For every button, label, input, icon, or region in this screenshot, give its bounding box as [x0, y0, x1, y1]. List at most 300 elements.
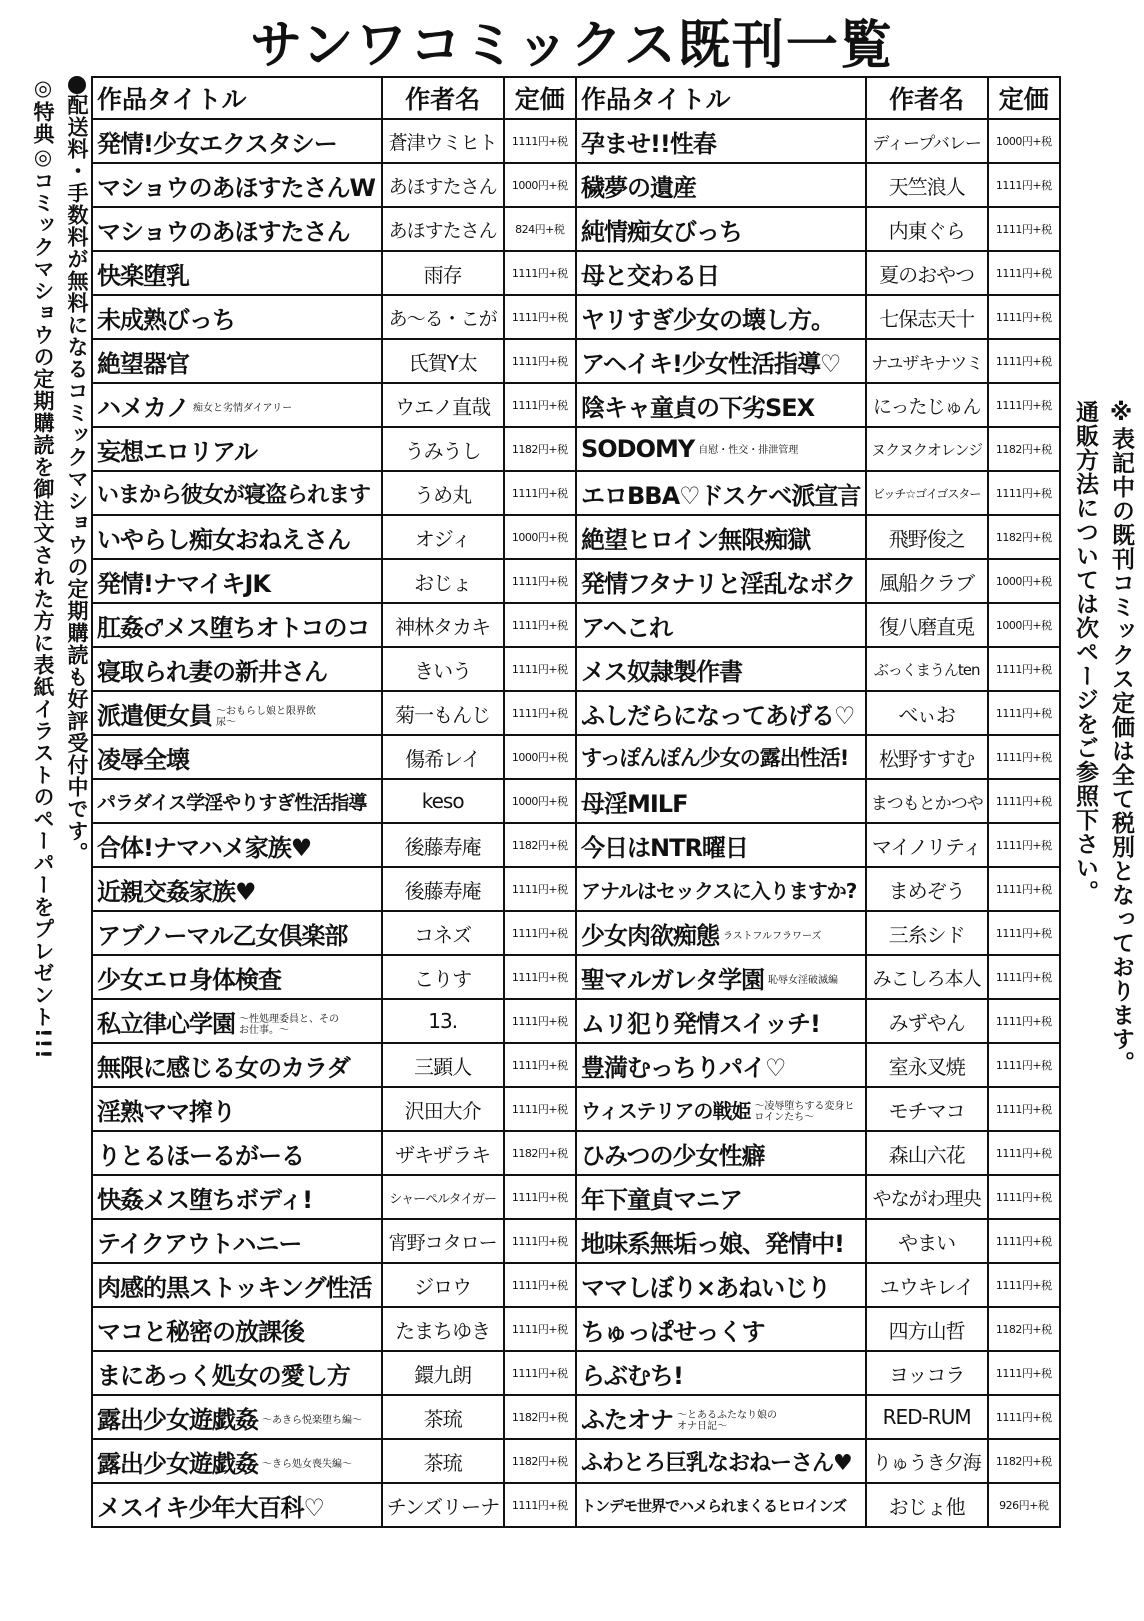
- book-author: たまちゆき: [382, 1307, 504, 1351]
- book-price: 1000円+税: [504, 163, 576, 207]
- book-price: 1182円+税: [988, 1307, 1060, 1351]
- book-author: みこしろ本人: [866, 955, 988, 999]
- book-title-cell: [92, 383, 382, 427]
- header-title-left: 作品タイトル: [92, 77, 382, 119]
- book-title-cell: [576, 1219, 866, 1263]
- book-title: 少女肉欲痴態: [580, 921, 719, 950]
- book-title-cell: [92, 251, 382, 295]
- book-author: 室永叉焼: [866, 1043, 988, 1087]
- book-title-cell: [92, 295, 382, 339]
- bullet-icon: [68, 76, 86, 94]
- note-text: ◎特典◎: [31, 76, 55, 170]
- book-author: ヨッコラ: [866, 1351, 988, 1395]
- book-title: 凌辱全壊: [97, 745, 189, 774]
- book-subtitle: ～おもらし娘と限界飲尿～: [216, 705, 316, 728]
- table-row: [92, 867, 1060, 911]
- book-title: 発情!少女エクスタシー: [97, 129, 337, 158]
- table-row: [92, 339, 1060, 383]
- book-author: シャーペルタイガー: [382, 1175, 504, 1219]
- book-author: あ～る・こが: [382, 295, 504, 339]
- book-price: 1182円+税: [988, 515, 1060, 559]
- book-author: マイノリティ: [866, 823, 988, 867]
- book-author: べぃお: [866, 691, 988, 735]
- book-author: こりす: [382, 955, 504, 999]
- book-author: 宵野コタロー: [382, 1219, 504, 1263]
- book-title-cell: [576, 867, 866, 911]
- book-author: 雨存: [382, 251, 504, 295]
- book-price: 1111円+税: [988, 295, 1060, 339]
- book-author: 飛野俊之: [866, 515, 988, 559]
- book-author: 松野すすむ: [866, 735, 988, 779]
- book-author: まめぞう: [866, 867, 988, 911]
- book-title: ふたオナ: [580, 1405, 673, 1434]
- book-title-cell: [576, 911, 866, 955]
- table-row: [92, 163, 1060, 207]
- book-title: 近親交姦家族♥: [97, 877, 256, 906]
- book-title-cell: [576, 163, 866, 207]
- book-author: きいう: [382, 647, 504, 691]
- book-title-cell: [92, 1351, 382, 1395]
- book-author: うめ丸: [382, 471, 504, 515]
- subscription-note-line-2: [28, 76, 58, 1516]
- book-price: 1111円+税: [988, 1395, 1060, 1439]
- book-title-cell: [92, 1263, 382, 1307]
- book-price: 1111円+税: [988, 471, 1060, 515]
- book-author: 茶琉: [382, 1395, 504, 1439]
- book-title: 今日はNTR曜日: [580, 833, 748, 862]
- book-title-cell: [92, 427, 382, 471]
- book-title: テイクアウトハニー: [97, 1229, 302, 1258]
- book-title-cell: [92, 119, 382, 163]
- book-price: 1111円+税: [988, 1175, 1060, 1219]
- book-author: 七保志天十: [866, 295, 988, 339]
- book-author: RED-RUM: [866, 1395, 988, 1439]
- book-title-cell: [92, 999, 382, 1043]
- book-price: 1111円+税: [504, 339, 576, 383]
- book-title-cell: [576, 1087, 866, 1131]
- book-subtitle: 痴女と劣情ダイアリー: [193, 403, 293, 414]
- book-price: 1000円+税: [504, 735, 576, 779]
- book-title-cell: [92, 779, 382, 823]
- book-title-cell: [92, 735, 382, 779]
- book-title-cell: [92, 1439, 382, 1483]
- book-title: 聖マルガレタ学園: [580, 965, 765, 994]
- subscription-note: [28, 76, 92, 1516]
- book-author: モチマコ: [866, 1087, 988, 1131]
- book-title: 地味系無垢っ娘、発情中!: [580, 1229, 844, 1258]
- book-title: アヘこれ: [580, 613, 673, 642]
- price-note: [1068, 400, 1136, 1580]
- book-title: りとるほーるがーる: [97, 1141, 304, 1170]
- book-price: 1111円+税: [504, 1087, 576, 1131]
- book-title-cell: [576, 647, 866, 691]
- book-title: ハメカノ: [97, 393, 189, 422]
- book-title: 淫熟ママ搾り: [97, 1097, 235, 1126]
- book-title-cell: [576, 427, 866, 471]
- book-price: 1000円+税: [504, 515, 576, 559]
- header-title-right: 作品タイトル: [576, 77, 866, 119]
- book-title-cell: [576, 559, 866, 603]
- table-row: [92, 647, 1060, 691]
- book-price: 1111円+税: [504, 1043, 576, 1087]
- book-title-cell: [576, 1483, 866, 1527]
- book-author: ジロウ: [382, 1263, 504, 1307]
- book-price: 1000円+税: [988, 559, 1060, 603]
- book-title-cell: [92, 603, 382, 647]
- book-price: 1111円+税: [504, 559, 576, 603]
- book-author: まつもとかつや: [866, 779, 988, 823]
- book-subtitle: ～性処理委員と、そのお仕事。～: [239, 1013, 339, 1036]
- book-title: 年下童貞マニア: [580, 1185, 742, 1214]
- book-title-cell: [92, 339, 382, 383]
- book-price: 1111円+税: [988, 779, 1060, 823]
- table-row: [92, 603, 1060, 647]
- book-title: 寝取られ妻の新井さん: [97, 657, 327, 686]
- book-title: 純情痴女びっち: [580, 217, 742, 246]
- header-author-left: 作者名: [382, 77, 504, 119]
- table-row: [92, 1351, 1060, 1395]
- book-title: 少女エロ身体検査: [97, 965, 281, 994]
- table-row: [92, 559, 1060, 603]
- book-price: 1111円+税: [988, 207, 1060, 251]
- book-title: 絶望器官: [97, 349, 189, 378]
- book-title-cell: [576, 779, 866, 823]
- book-author: 復八磨直兎: [866, 603, 988, 647]
- book-author: ビッチ☆ゴイゴスター: [866, 471, 988, 515]
- book-price: 1111円+税: [988, 1131, 1060, 1175]
- book-title: 露出少女遊戯姦: [97, 1405, 258, 1434]
- book-title: ヤリすぎ少女の壊し方。: [580, 305, 834, 334]
- book-title: ひみつの少女性癖: [580, 1141, 765, 1170]
- book-title: パラダイス学淫やりすぎ性活指導: [97, 791, 367, 814]
- book-author: あほすたさん: [382, 163, 504, 207]
- book-author: 三糸シド: [866, 911, 988, 955]
- book-title: マショウのあほすたさんW: [97, 173, 375, 202]
- table-row: [92, 1175, 1060, 1219]
- book-title: アブノーマル乙女倶楽部: [97, 921, 348, 950]
- table-row: [92, 823, 1060, 867]
- book-title-cell: [576, 471, 866, 515]
- book-title: 派遣便女員: [97, 701, 212, 730]
- header-price-right: 定価: [988, 77, 1060, 119]
- catalog-table: [91, 76, 1061, 1528]
- book-title: ふしだらになってあげる♡: [580, 701, 855, 730]
- book-price: 1111円+税: [504, 1263, 576, 1307]
- book-author: 四方山哲: [866, 1307, 988, 1351]
- table-row: [92, 1219, 1060, 1263]
- book-title-cell: [576, 691, 866, 735]
- book-title: 未成熟びっち: [97, 305, 235, 334]
- book-title: 母と交わる日: [580, 261, 719, 290]
- book-title-cell: [92, 1483, 382, 1527]
- book-author: 森山六花: [866, 1131, 988, 1175]
- book-title: ちゅっぱせっくす: [580, 1317, 765, 1346]
- book-title: アナルはセックスに入りますか?: [580, 878, 857, 903]
- book-author: 沢田大介: [382, 1087, 504, 1131]
- book-subtitle: 恥辱女淫破滅編: [768, 975, 839, 986]
- book-author: ナユザキナツミ: [866, 339, 988, 383]
- book-title: 母淫MILF: [580, 789, 688, 818]
- book-author: 蒼津ウミヒト: [382, 119, 504, 163]
- book-price: 1111円+税: [988, 339, 1060, 383]
- table-row: [92, 515, 1060, 559]
- book-title: 肉感的黒ストッキング性活: [97, 1273, 372, 1302]
- book-author: やまい: [866, 1219, 988, 1263]
- table-row: [92, 1483, 1060, 1527]
- book-author: 夏のおやつ: [866, 251, 988, 295]
- table-row: [92, 911, 1060, 955]
- book-title-cell: [576, 1131, 866, 1175]
- book-price: 1111円+税: [504, 1219, 576, 1263]
- book-title: いやらし痴女おねえさん: [97, 525, 350, 554]
- book-title-cell: [92, 1087, 382, 1131]
- book-price: 1111円+税: [988, 163, 1060, 207]
- book-price: 1111円+税: [504, 295, 576, 339]
- book-price: 1000円+税: [988, 603, 1060, 647]
- table-row: [92, 383, 1060, 427]
- book-title: らぶむち!: [580, 1361, 683, 1390]
- book-title-cell: [92, 823, 382, 867]
- book-price: 1111円+税: [988, 1219, 1060, 1263]
- book-price: 1111円+税: [504, 383, 576, 427]
- table-row: [92, 427, 1060, 471]
- book-title-cell: [92, 1175, 382, 1219]
- book-title: マショウのあほすたさん: [97, 217, 350, 246]
- book-price: 1182円+税: [504, 1131, 576, 1175]
- book-price: 1111円+税: [988, 867, 1060, 911]
- book-author: おじょ他: [866, 1483, 988, 1527]
- book-author: 神林タカキ: [382, 603, 504, 647]
- book-title: エロBBA♡ドスケベ派宣言: [580, 481, 861, 510]
- book-title: 絶望ヒロイン無限痴獄: [580, 525, 811, 554]
- book-title-cell: [576, 603, 866, 647]
- book-price: 1111円+税: [988, 735, 1060, 779]
- book-title: 妄想エロリアル: [97, 437, 258, 466]
- book-price: 1111円+税: [504, 603, 576, 647]
- header-author-right: 作者名: [866, 77, 988, 119]
- book-price: 1111円+税: [988, 251, 1060, 295]
- book-title-cell: [576, 119, 866, 163]
- book-title-cell: [576, 1175, 866, 1219]
- book-author: ヌクヌクオレンジ: [866, 427, 988, 471]
- book-price: 1111円+税: [504, 1175, 576, 1219]
- book-price: 1111円+税: [504, 471, 576, 515]
- table-row: [92, 295, 1060, 339]
- book-author: うみうし: [382, 427, 504, 471]
- book-price: 1111円+税: [988, 647, 1060, 691]
- book-price: 1182円+税: [504, 1439, 576, 1483]
- table-row: [92, 1043, 1060, 1087]
- book-title: 発情フタナリと淫乱なボク: [580, 569, 856, 598]
- book-author: 菊一もんじ: [382, 691, 504, 735]
- table-row: [92, 691, 1060, 735]
- book-title: すっぽんぽん少女の露出性活!: [580, 746, 849, 770]
- book-title-cell: [92, 911, 382, 955]
- book-title-cell: [576, 955, 866, 999]
- book-price: 1111円+税: [988, 1043, 1060, 1087]
- book-price: 1111円+税: [988, 383, 1060, 427]
- book-title-cell: [92, 163, 382, 207]
- book-title: ウィステリアの戦姫: [580, 1098, 751, 1123]
- book-title: 孕ませ!!性春: [580, 129, 716, 158]
- book-author: 茶琉: [382, 1439, 504, 1483]
- book-price: 926円+税: [988, 1483, 1060, 1527]
- book-title-cell: [92, 1395, 382, 1439]
- book-price: 1111円+税: [504, 251, 576, 295]
- book-title-cell: [92, 207, 382, 251]
- book-price: 1182円+税: [504, 427, 576, 471]
- book-author: 後藤寿庵: [382, 823, 504, 867]
- page-title: サンワコミックス既刊一覧: [250, 16, 894, 76]
- book-title-cell: [92, 471, 382, 515]
- book-title-cell: [92, 1043, 382, 1087]
- book-title: SODOMY: [580, 435, 695, 463]
- book-title: トンデモ世界でハメられまくるヒロインズ: [580, 1496, 847, 1515]
- book-author: 13.: [382, 999, 504, 1043]
- book-price: 1111円+税: [504, 647, 576, 691]
- book-author: 鐶九朗: [382, 1351, 504, 1395]
- book-price: 1111円+税: [504, 1307, 576, 1351]
- book-author: ウエノ直哉: [382, 383, 504, 427]
- book-price: 824円+税: [504, 207, 576, 251]
- book-price: 1000円+税: [988, 119, 1060, 163]
- subscription-note-line-1: [62, 76, 92, 1516]
- book-title-cell: [92, 691, 382, 735]
- book-title: まにあっく処女の愛し方: [97, 1361, 350, 1390]
- book-price: 1111円+税: [504, 1351, 576, 1395]
- book-title-cell: [576, 1351, 866, 1395]
- book-title: アヘイキ!少女性活指導♡: [580, 349, 841, 378]
- book-price: 1111円+税: [988, 691, 1060, 735]
- book-title: 肛姦♂メス堕ちオトコのコ: [97, 613, 370, 642]
- book-author: やながわ理央: [866, 1175, 988, 1219]
- table-header-row: [92, 77, 1060, 119]
- book-price: 1111円+税: [504, 955, 576, 999]
- book-subtitle: ～きら処女喪失編～: [262, 1459, 352, 1470]
- book-title-cell: [92, 1307, 382, 1351]
- note-text: 配送料・手数料が無料になるコミックマショウの定期購読も好評受付中です。: [65, 94, 89, 864]
- book-title: 快楽堕乳: [97, 261, 189, 290]
- book-price: 1111円+税: [988, 1263, 1060, 1307]
- book-title: 豊満むっちりパイ♡: [580, 1053, 786, 1082]
- book-author: keso: [382, 779, 504, 823]
- book-author: 氏賀Y太: [382, 339, 504, 383]
- book-author: りゅうき夕海: [866, 1439, 988, 1483]
- table-row: [92, 1131, 1060, 1175]
- table-row: [92, 207, 1060, 251]
- header-price-left: 定価: [504, 77, 576, 119]
- book-title-cell: [92, 559, 382, 603]
- book-author: チンズリーナ: [382, 1483, 504, 1527]
- book-author: ザキザラキ: [382, 1131, 504, 1175]
- table-row: [92, 1263, 1060, 1307]
- book-title-cell: [576, 251, 866, 295]
- book-title: マコと秘密の放課後: [97, 1317, 304, 1346]
- book-price: 1111円+税: [988, 955, 1060, 999]
- book-price: 1111円+税: [504, 691, 576, 735]
- book-title: 穢夢の遺産: [580, 173, 696, 202]
- book-title: 私立律心学園: [97, 1009, 235, 1038]
- table-row: [92, 251, 1060, 295]
- book-author: にったじゅん: [866, 383, 988, 427]
- book-title-cell: [92, 1219, 382, 1263]
- book-title-cell: [576, 339, 866, 383]
- book-price: 1111円+税: [988, 823, 1060, 867]
- book-title: ふわとろ巨乳なおねーさん♥: [580, 1450, 852, 1476]
- book-title-cell: [576, 1263, 866, 1307]
- book-author: 内東ぐら: [866, 207, 988, 251]
- book-price: 1111円+税: [504, 999, 576, 1043]
- book-title-cell: [576, 1439, 866, 1483]
- book-title-cell: [576, 383, 866, 427]
- book-title-cell: [576, 207, 866, 251]
- book-author: ディープバレー: [866, 119, 988, 163]
- book-author: 三顕人: [382, 1043, 504, 1087]
- book-title: メス奴隷製作書: [580, 657, 742, 686]
- book-title: 露出少女遊戯姦: [97, 1449, 258, 1478]
- book-author: 風船クラブ: [866, 559, 988, 603]
- book-title: 陰キャ童貞の下劣SEX: [580, 393, 815, 422]
- book-title-cell: [576, 999, 866, 1043]
- book-author: 天竺浪人: [866, 163, 988, 207]
- book-author: 傷希レイ: [382, 735, 504, 779]
- book-price: 1111円+税: [988, 999, 1060, 1043]
- price-note-line-2: 通販方法については次ページをご参照下さい。: [1072, 400, 1098, 904]
- book-price: 1182円+税: [504, 823, 576, 867]
- catalog-body: [92, 119, 1060, 1527]
- book-price: 1111円+税: [504, 119, 576, 163]
- book-title: ママしぼり×あねいじり: [580, 1273, 831, 1302]
- book-author: おじょ: [382, 559, 504, 603]
- table-row: [92, 779, 1060, 823]
- book-title: メスイキ少年大百科♡: [97, 1493, 325, 1522]
- book-price: 1000円+税: [504, 779, 576, 823]
- book-title: 合体!ナマハメ家族♥: [97, 833, 312, 862]
- table-row: [92, 1307, 1060, 1351]
- book-author: ぶっくまうんten: [866, 647, 988, 691]
- book-title-cell: [92, 1131, 382, 1175]
- price-note-line-1: ※表記中の既刊コミックス定価は全て税別となっております。: [1108, 400, 1134, 1075]
- book-title: 発情!ナマイキJK: [97, 569, 270, 598]
- book-price: 1111円+税: [504, 867, 576, 911]
- book-title-cell: [576, 823, 866, 867]
- book-title-cell: [92, 647, 382, 691]
- book-price: 1111円+税: [504, 1483, 576, 1527]
- book-title-cell: [576, 295, 866, 339]
- book-title-cell: [92, 955, 382, 999]
- book-title-cell: [576, 1043, 866, 1087]
- table-row: [92, 471, 1060, 515]
- book-title-cell: [576, 515, 866, 559]
- book-author: あほすたさん: [382, 207, 504, 251]
- book-subtitle: ～凌辱堕ちする変身ヒロインたち～: [754, 1101, 855, 1123]
- book-title: 快姦メス堕ちボディ!: [97, 1185, 313, 1214]
- table-row: [92, 1087, 1060, 1131]
- book-price: 1111円+税: [988, 1351, 1060, 1395]
- table-row: [92, 955, 1060, 999]
- book-price: 1182円+税: [988, 1439, 1060, 1483]
- book-title: ムリ犯り発情スイッチ!: [580, 1009, 820, 1038]
- book-title-cell: [576, 735, 866, 779]
- book-title-cell: [92, 515, 382, 559]
- table-row: [92, 119, 1060, 163]
- note-text: コミックマショウの定期購読を御注文された方に表紙イラストのペーパーをプレゼント!!!: [31, 170, 55, 1060]
- table-row: [92, 1395, 1060, 1439]
- book-subtitle: ～とあるふたなり娘のオナ日記～: [676, 1409, 777, 1432]
- book-title-cell: [576, 1307, 866, 1351]
- book-title: 無限に感じる女のカラダ: [97, 1053, 350, 1082]
- book-subtitle: ～あきら悦楽堕ち編～: [262, 1415, 362, 1426]
